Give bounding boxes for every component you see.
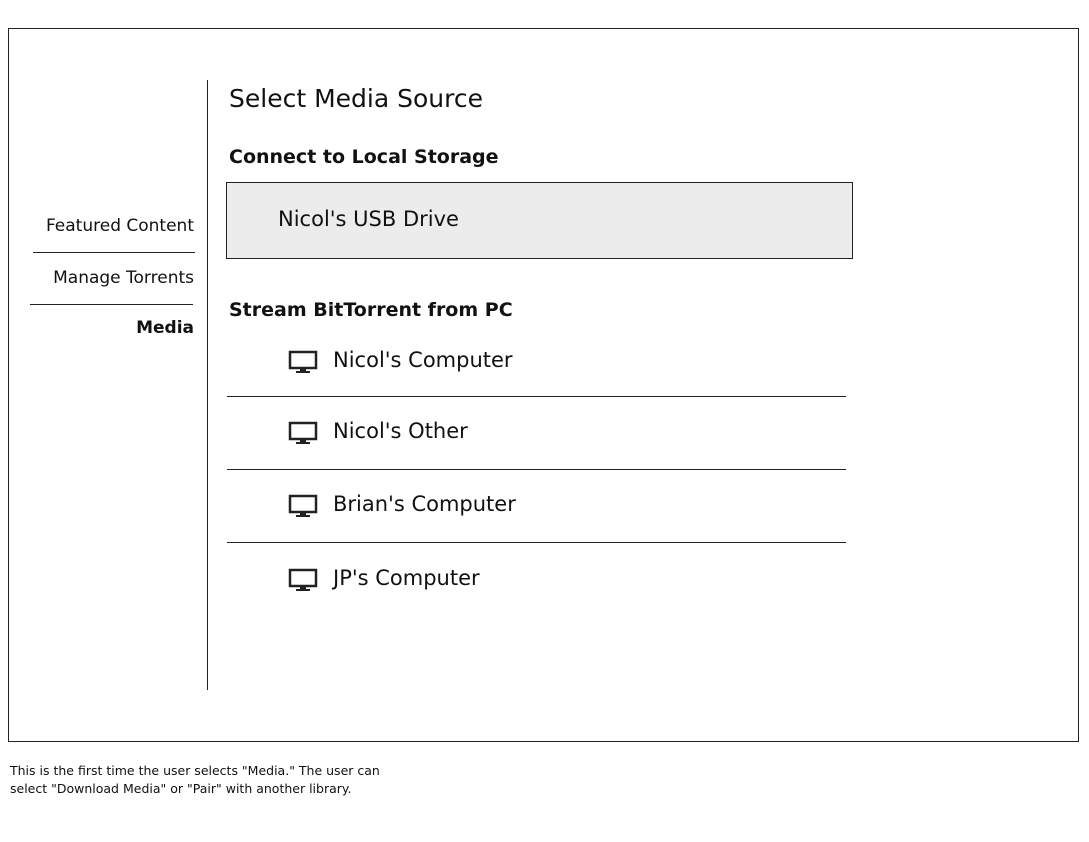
computer-label: JP's Computer <box>333 566 480 590</box>
computer-item-nicols-other[interactable] <box>226 407 846 467</box>
sidebar-item-media[interactable]: Media <box>136 318 194 338</box>
sidebar-divider <box>30 304 193 305</box>
computer-label: Nicol's Other <box>333 419 468 443</box>
monitor-icon <box>288 494 318 518</box>
stream-heading: Stream BitTorrent from PC <box>229 299 513 321</box>
sidebar-separator <box>207 80 208 690</box>
local-storage-heading: Connect to Local Storage <box>229 146 499 168</box>
sidebar-item-manage-torrents[interactable]: Manage Torrents <box>53 268 194 288</box>
computer-item-brians-computer[interactable] <box>226 480 846 540</box>
computer-label: Brian's Computer <box>333 492 516 516</box>
list-divider <box>227 469 846 470</box>
annotation-line: select "Download Media" or "Pair" with another library. <box>10 781 352 796</box>
sidebar-divider <box>33 252 195 253</box>
sidebar-item-featured-content[interactable]: Featured Content <box>45 216 194 236</box>
computer-item-nicols-computer[interactable] <box>226 336 846 396</box>
annotation-line: This is the first time the user selects "Media." The user can <box>10 763 380 778</box>
computer-label: Nicol's Computer <box>333 348 513 372</box>
usb-drive-option[interactable] <box>226 182 853 259</box>
page-title: Select Media Source <box>229 84 483 113</box>
usb-drive-label: Nicol's USB Drive <box>278 207 459 231</box>
list-divider <box>227 396 846 397</box>
computer-item-jps-computer[interactable] <box>226 554 846 614</box>
monitor-icon <box>288 350 318 374</box>
list-divider <box>227 542 846 543</box>
monitor-icon <box>288 421 318 445</box>
monitor-icon <box>288 568 318 592</box>
annotation-note <box>10 762 470 798</box>
